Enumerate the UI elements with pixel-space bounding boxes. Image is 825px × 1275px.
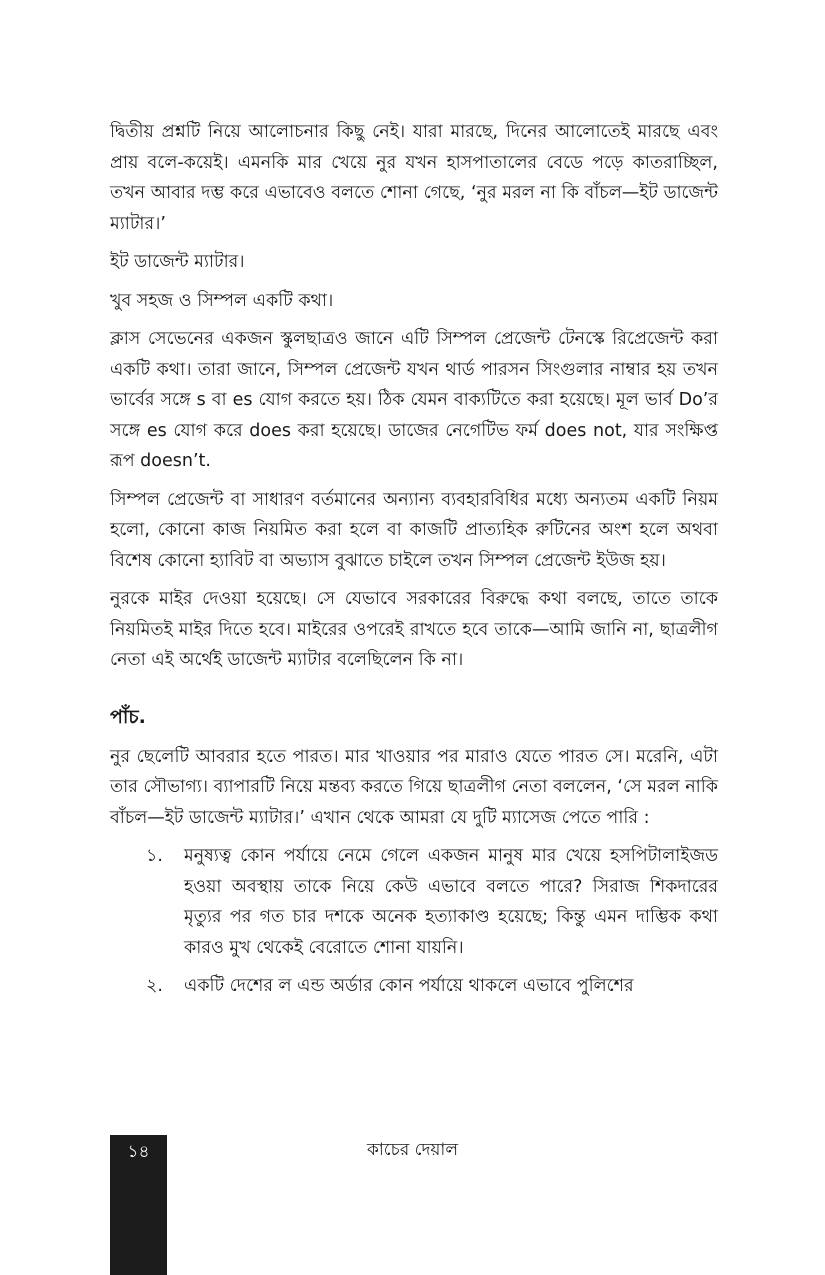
paragraph: নুরকে মাইর দেওয়া হয়েছে। সে যেভাবে সরকারের বিরুদ্ধে কথা বলছে, তাতে তাকে নিয়মিতই মাইর দিতে হবে। মাইরের ওপরেই রাখতে হবে তাকে—আমি জানি না, ছাত্রলীগ নেতা এই অর্থেই ডাজেন্ট ম্যাটার বলেছিলেন কি না। (110, 589, 718, 670)
list-item-text: মনুষ্যত্ব কোন পর্যায়ে নেমে গেলে একজন মানুষ মার খেয়ে হসপিটালাইজড হওয়া অবস্থায় তাকে নিয়ে কেউ এভাবে বলতে পারে? সিরাজ শিকদারের মৃত্যুর পর গত চার দশকে অনেক হত্যাকাণ্ড হয়েছে; কিন্তু এমন দাম্ভিক কথা কারও মুখ থেকেই বেরোতে শোনা যায়নি। (184, 846, 718, 958)
list-item (110, 971, 718, 1002)
paragraph: দ্বিতীয় প্রশ্নটি নিয়ে আলোচনার কিছু নেই। যারা মারছে, দিনের আলোতেই মারছে এবং প্রায় বলে-কয়েই। এমনকি মার খেয়ে নুর যখন হাসপাতালের বেডে পড়ে কাতরাচ্ছিল, তখন আবার দম্ভ করে এভাবেও বলতে শোনা গেছে, ‘নুর মরল না কি বাঁচল—ইট ডাজেন্ট ম্যাটার।’ (110, 122, 718, 234)
paragraph: ইট ডাজেন্ট ম্যাটার। (110, 252, 245, 272)
page-body (110, 117, 718, 1010)
section-heading: পাঁচ. (110, 705, 146, 728)
list-item (110, 841, 718, 963)
paragraph: ক্লাস সেভেনের একজন স্কুলছাত্রও জানে এটি সিম্পল প্রেজেন্ট টেনস্কে রিপ্রেজেন্ট করা একটি কথা। তারা জানে, সিম্পল প্রেজেন্ট যখন থার্ড পারসন সিংগুলার নাম্বার হয় তখন ভার্বের সঙ্গে s বা es যোগ করতে হয়। ঠিক যেমন বাক্যটিতে করা হয়েছে। মূল ভার্ব Do’র সঙ্গে es যোগ করে does করা হয়েছে। ডাজের নেগেটিভ ফর্ম does not, যার সংক্ষিপ্ত রূপ doesn’t. (110, 329, 718, 471)
list-item-number: ২. (146, 976, 163, 996)
paragraph: সিম্পল প্রেজেন্ট বা সাধারণ বর্তমানের অন্যান্য ব্যবহারবিধির মধ্যে অন্যতম একটি নিয়ম হলো, কোনো কাজ নিয়মিত করা হলে বা কাজটি প্রাত্যহিক রুটিনের অংশ হলে অথবা বিশেষ কোনো হ্যাবিট বা অভ্যাস বুঝাতে চাইলে তখন সিম্পল প্রেজেন্ট ইউজ হয়। (110, 489, 718, 571)
paragraph: খুব সহজ ও সিম্পল একটি কথা। (110, 290, 334, 311)
list-item-number: ১. (146, 846, 163, 866)
page-number-tab (110, 1135, 167, 1275)
paragraph: নুর ছেলেটি আবরার হতে পারত। মার খাওয়ার পর মারাও যেতে পারত সে। মরেনি, এটা তার সৌভাগ্য। ব্যাপারটি নিয়ে মন্তব্য করতে গিয়ে ছাত্রলীগ নেতা বললেন, ‘সে মরল নাকি বাঁচল—ইট ডাজেন্ট ম্যাটার।’ এখান থেকে আমরা যে দুটি ম্যাসেজ পেতে পারি : (110, 746, 718, 828)
running-title: কাচের দেয়াল (366, 1140, 459, 1160)
list-item-text: একটি দেশের ল এন্ড অর্ডার কোন পর্যায়ে থাকলে এভাবে পুলিশের (184, 976, 634, 996)
numbered-list (110, 841, 718, 1002)
page-number: ১৪ (127, 1142, 150, 1162)
